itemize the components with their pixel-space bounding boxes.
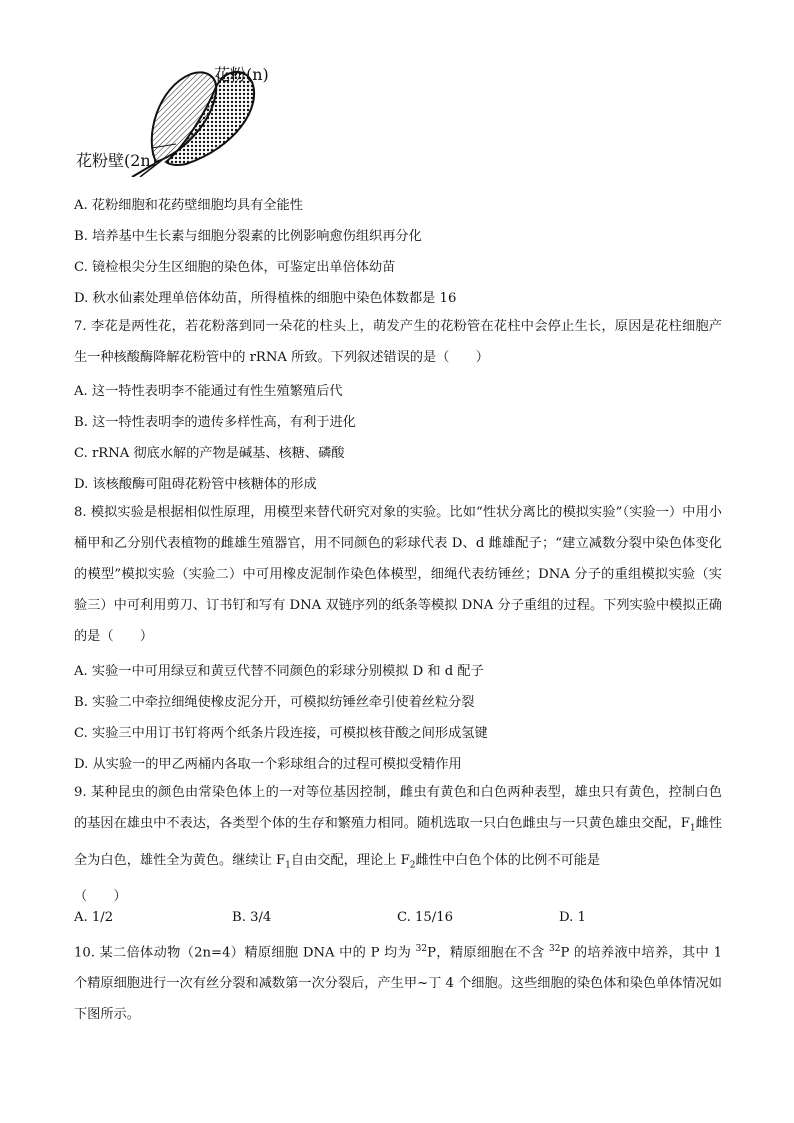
q9-stem: 9. 某种昆虫的颜色由常染色体上的一对等位基因控制，雌虫有黄色和白色两种表型，雄虫只有黄色，控制白色的基因在雄虫中不表达，各类型个体的生存和繁殖力相同。随机选取一只白色雌虫与一只黄色雄虫交配，$F_1$雌性全为白色，雄性全为黄色。继续让 $F_1$自由交配，理论上 $F_2$雌性中白色个体的比例不可能是 （ ）: [74, 785, 723, 905]
q7-option-d: D. 该核酸酶可阻碍花粉管中核糖体的形成: [74, 477, 317, 492]
q6-option-c: C. 镜检根尖分生区细胞的染色体，可鉴定出单倍体幼苗: [74, 260, 396, 275]
q6-option-a: A. 花粉细胞和花药壁细胞均具有全能性: [74, 198, 303, 213]
q7-option-b: B. 这一特性表明李的遗传多样性高，有利于进化: [74, 415, 356, 430]
label-pollen: 花粉(n): [214, 65, 269, 84]
q6-option-d: D. 秋水仙素处理单倍体幼苗，所得植株的细胞中染色体数都是 16: [74, 291, 457, 306]
q9-option-a: A. 1/2: [74, 910, 114, 925]
q7-option-a: A. 这一特性表明李不能通过有性生殖繁殖后代: [74, 384, 343, 399]
q7-stem: 7. 李花是两性花，若花粉落到同一朵花的柱头上，萌发产生的花粉管在花柱中会停止生长，原因是花柱细胞产生一种核酸酶降解花粉管中的 rRNA 所致。下列叙述错误的是（ ）: [74, 319, 722, 365]
q10-stem: 10. 某二倍体动物（2n=4）精原细胞 DNA 中的 P 均为 $^{32}$P，精原细胞在不含 $^{32}$P 的培养液中培养，其中 1 个精原细胞进行一次有丝分裂和减数第一次分裂后，产生甲~丁 4 个细胞。这些细胞的染色体和染色单体情况如下图所示。: [74, 944, 722, 1023]
q6-option-b: B. 培养基中生长素与细胞分裂素的比例影响愈伤组织再分化: [74, 229, 422, 244]
q9-option-b: B. 3/4: [232, 910, 272, 925]
q9-option-c: C. 15/16: [397, 910, 454, 925]
q9-option-d: D. 1: [559, 910, 586, 925]
q8-option-b: B. 实验二中牵拉细绳使橡皮泥分开，可模拟纺锤丝牵引使着丝粒分裂: [74, 695, 475, 710]
q8-option-d: D. 从实验一的甲乙两桶内各取一个彩球组合的过程可模拟受精作用: [74, 757, 462, 772]
q8-option-a: A. 实验一中可用绿豆和黄豆代替不同颜色的彩球分别模拟 D 和 d 配子: [74, 664, 484, 679]
label-pollen-wall: 花粉壁(2n): [76, 151, 157, 170]
q7-option-c: C. rRNA 彻底水解的产物是碱基、核糖、磷酸: [74, 446, 345, 461]
q8-option-c: C. 实验三中用订书钉将两个纸条片段连接，可模拟核苷酸之间形成氢键: [74, 726, 488, 741]
q8-stem: 8. 模拟实验是根据相似性原理，用模型来替代研究对象的实验。比如“性状分离比的模拟实验”（实验一）中用小桶甲和乙分别代表植物的雌雄生殖器官，用不同颜色的彩球代表 D、d 雌雄配子；“建立减数分裂中染色体变化的模型”模拟实验（实验二）中可用橡皮泥制作染色体模型，细绳代表纺锤丝；DNA 分子的重组模拟实验（实验三）中可利用剪刀、订书钉和写有 DNA 双链序列的纸条等模拟 DNA 分子重组的过程。下列实验中模拟正确的是（ ）: [74, 505, 722, 644]
